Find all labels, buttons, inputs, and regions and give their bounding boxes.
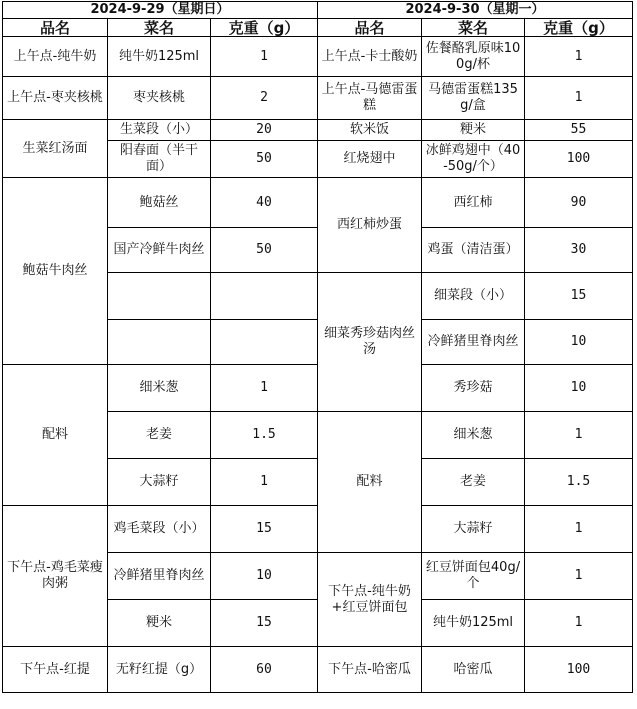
left-weight bbox=[211, 320, 318, 365]
left-weight: 15 bbox=[211, 506, 318, 553]
right-dish: 马德雷蛋糕135g/盒 bbox=[422, 77, 525, 120]
right-dish: 哈密瓜 bbox=[422, 647, 525, 693]
left-weight: 50 bbox=[211, 141, 318, 178]
left-weight: 60 bbox=[211, 647, 318, 693]
right-dish: 冷鲜猪里脊肉丝 bbox=[422, 320, 525, 365]
right-dish: 粳米 bbox=[422, 120, 525, 141]
right-dish: 细米葱 bbox=[422, 412, 525, 459]
left-dish: 阳春面（半干面） bbox=[108, 141, 211, 178]
right-date: 2024-9-30（星期一） bbox=[318, 2, 633, 19]
left-dish: 粳米 bbox=[108, 600, 211, 647]
right-dish: 细菜段（小） bbox=[422, 273, 525, 320]
left-group-name: 鲍菇牛肉丝 bbox=[3, 178, 108, 365]
right-dish: 大蒜籽 bbox=[422, 506, 525, 553]
left-dish: 纯牛奶125ml bbox=[108, 37, 211, 77]
left-dish: 鲍菇丝 bbox=[108, 178, 211, 228]
left-weight: 1 bbox=[211, 459, 318, 506]
left-dish: 生菜段（小） bbox=[108, 120, 211, 141]
right-weight: 10 bbox=[525, 365, 633, 412]
right-dish: 秀珍菇 bbox=[422, 365, 525, 412]
right-weight: 1 bbox=[525, 37, 633, 77]
right-weight: 1 bbox=[525, 553, 633, 600]
left-header-weight: 克重（g） bbox=[211, 19, 318, 37]
left-dish: 国产冷鲜牛肉丝 bbox=[108, 228, 211, 273]
left-dish: 大蒜籽 bbox=[108, 459, 211, 506]
right-weight: 15 bbox=[525, 273, 633, 320]
left-weight: 1.5 bbox=[211, 412, 318, 459]
right-dish: 纯牛奶125ml bbox=[422, 600, 525, 647]
right-group-name: 西红柿炒蛋 bbox=[318, 178, 422, 273]
left-dish: 老姜 bbox=[108, 412, 211, 459]
left-dish bbox=[108, 273, 211, 320]
right-weight: 1 bbox=[525, 412, 633, 459]
right-group-name: 红烧翅中 bbox=[318, 141, 422, 178]
right-weight: 100 bbox=[525, 141, 633, 178]
left-header-dish: 菜名 bbox=[108, 19, 211, 37]
right-weight: 10 bbox=[525, 320, 633, 365]
right-dish: 红豆饼面包40g/个 bbox=[422, 553, 525, 600]
right-group-name: 细菜秀珍菇肉丝汤 bbox=[318, 273, 422, 412]
left-header-name: 品名 bbox=[3, 19, 108, 37]
left-dish: 枣夹核桃 bbox=[108, 77, 211, 120]
right-dish: 西红柿 bbox=[422, 178, 525, 228]
right-weight: 1 bbox=[525, 77, 633, 120]
left-date: 2024-9-29（星期日） bbox=[3, 2, 318, 19]
left-weight: 1 bbox=[211, 37, 318, 77]
right-group-name: 下午点-纯牛奶+红豆饼面包 bbox=[318, 553, 422, 647]
right-weight: 100 bbox=[525, 647, 633, 693]
right-header-weight: 克重（g） bbox=[525, 19, 633, 37]
right-weight: 1.5 bbox=[525, 459, 633, 506]
right-weight: 1 bbox=[525, 600, 633, 647]
right-dish: 鸡蛋（清洁蛋） bbox=[422, 228, 525, 273]
left-weight: 1 bbox=[211, 365, 318, 412]
left-group-name: 下午点-鸡毛菜瘦肉粥 bbox=[3, 506, 108, 647]
left-group-name: 上午点-纯牛奶 bbox=[3, 37, 108, 77]
left-dish: 冷鲜猪里脊肉丝 bbox=[108, 553, 211, 600]
left-group-name: 配料 bbox=[3, 365, 108, 506]
right-group-name: 下午点-哈密瓜 bbox=[318, 647, 422, 693]
right-weight: 30 bbox=[525, 228, 633, 273]
menu-table bbox=[2, 1, 633, 693]
right-dish: 佐餐酪乳原味100g/杯 bbox=[422, 37, 525, 77]
right-weight: 55 bbox=[525, 120, 633, 141]
left-group-name: 上午点-枣夹核桃 bbox=[3, 77, 108, 120]
left-dish: 细米葱 bbox=[108, 365, 211, 412]
left-dish bbox=[108, 320, 211, 365]
left-weight: 50 bbox=[211, 228, 318, 273]
left-dish: 无籽红提（g） bbox=[108, 647, 211, 693]
right-weight: 90 bbox=[525, 178, 633, 228]
right-dish: 冰鲜鸡翅中（40-50g/个） bbox=[422, 141, 525, 178]
left-weight: 15 bbox=[211, 600, 318, 647]
left-weight: 40 bbox=[211, 178, 318, 228]
left-group-name: 下午点-红提 bbox=[3, 647, 108, 693]
left-group-name: 生菜红汤面 bbox=[3, 120, 108, 178]
right-group-name: 上午点-马德雷蛋糕 bbox=[318, 77, 422, 120]
left-weight bbox=[211, 273, 318, 320]
left-dish: 鸡毛菜段（小） bbox=[108, 506, 211, 553]
left-weight: 20 bbox=[211, 120, 318, 141]
right-group-name: 上午点-卡士酸奶 bbox=[318, 37, 422, 77]
right-header-name: 品名 bbox=[318, 19, 422, 37]
right-header-dish: 菜名 bbox=[422, 19, 525, 37]
right-group-name: 配料 bbox=[318, 412, 422, 553]
left-weight: 10 bbox=[211, 553, 318, 600]
left-weight: 2 bbox=[211, 77, 318, 120]
right-weight: 1 bbox=[525, 506, 633, 553]
right-dish: 老姜 bbox=[422, 459, 525, 506]
right-group-name: 软米饭 bbox=[318, 120, 422, 141]
